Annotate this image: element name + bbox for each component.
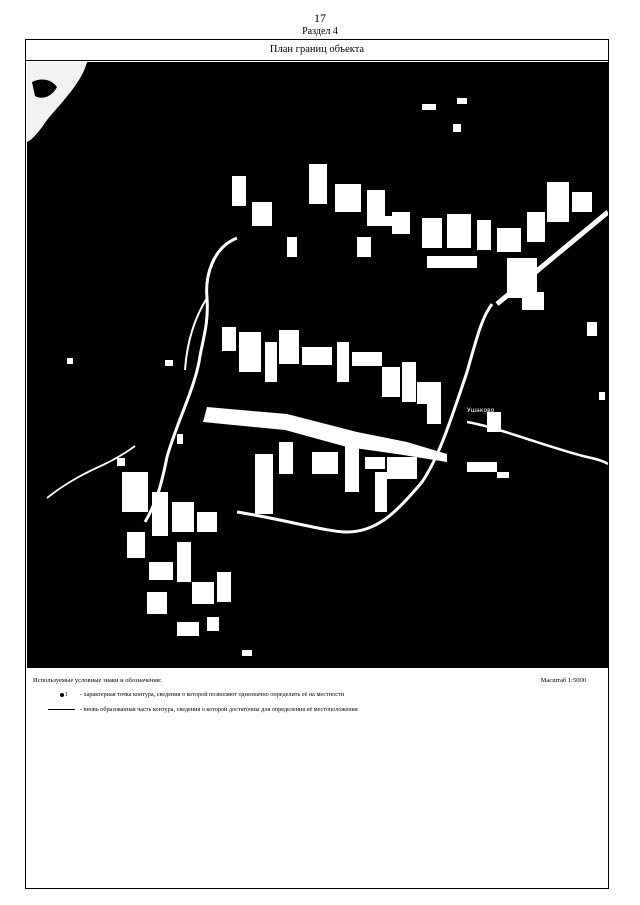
legend-symbol xyxy=(33,691,75,699)
plan-title: План границ объекта xyxy=(26,40,608,61)
map-place-label: Ушаково xyxy=(467,407,495,414)
satellite-map xyxy=(27,62,608,668)
legend-symbol xyxy=(33,706,75,714)
point-icon xyxy=(60,693,64,697)
plan-frame xyxy=(25,39,609,889)
legend-item-text: - вновь образованная часть контура, сведения о которой достаточны для определения её местоположения xyxy=(80,706,358,713)
legend-item-text: - характерная точка контура, сведения о которой позволяют однозначно определить её на местности xyxy=(80,691,345,698)
section-title: Раздел 4 xyxy=(302,26,338,37)
legend-title: Используемые условные знаки и обозначения: xyxy=(33,677,162,684)
line-icon xyxy=(48,709,75,710)
page-number: 17 xyxy=(314,11,326,25)
map-scale: Масштаб 1:5000 xyxy=(540,677,586,684)
point-icon-label: 1 xyxy=(65,692,68,698)
